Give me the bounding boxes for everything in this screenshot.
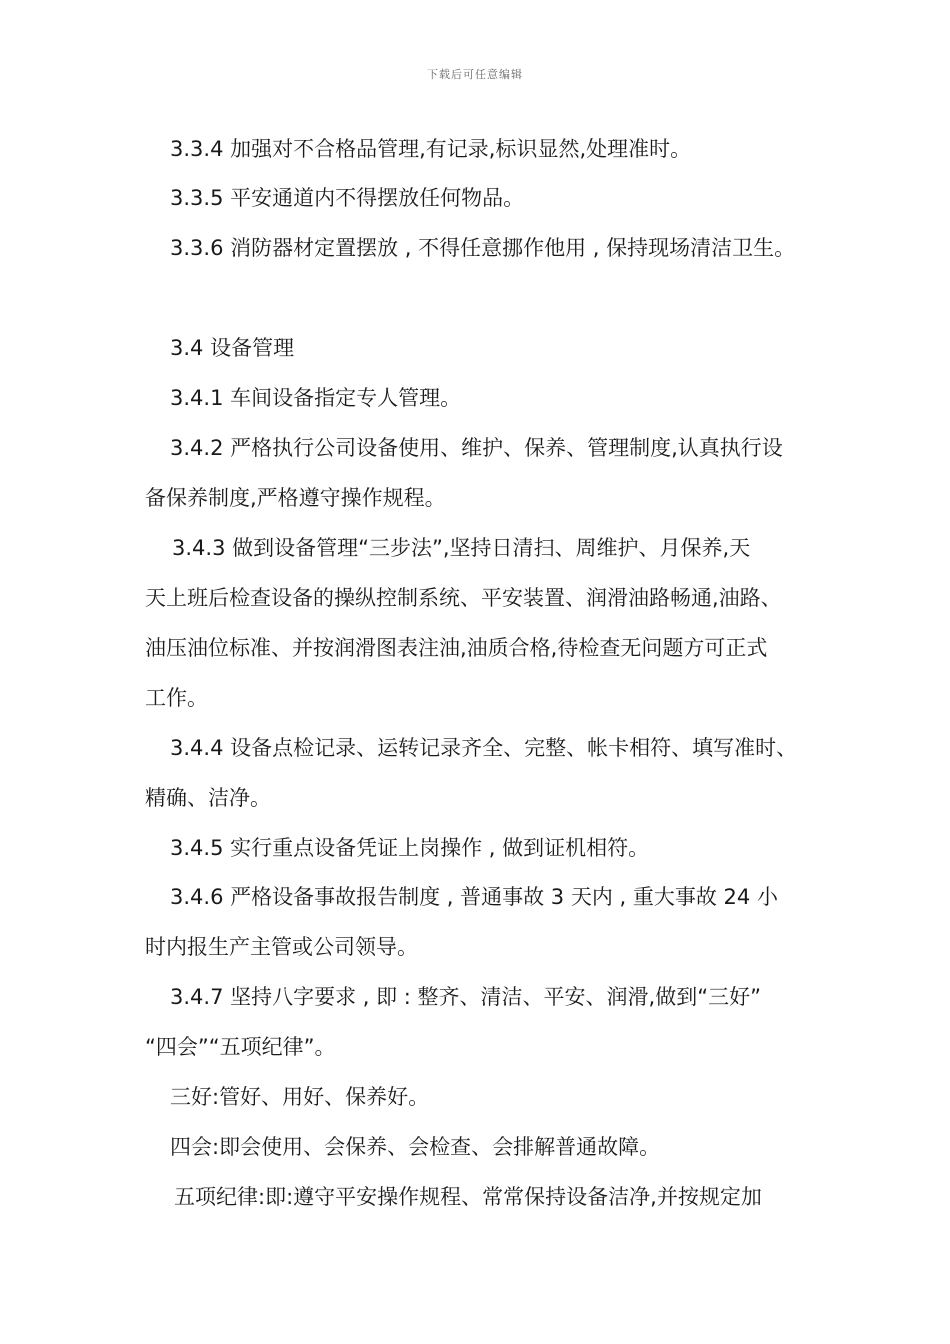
paragraph-3-4-3-line-4: 工作。 (145, 686, 208, 710)
paragraph-san-hao: 三好:管好、用好、保养好。 (170, 1085, 430, 1109)
paragraph-3-3-5: 3.3.5 平安通道内不得摆放任何物品。 (170, 186, 525, 210)
paragraph-3-4-4-line-2: 精确、洁净。 (145, 786, 271, 810)
paragraph-wu-xiang-ji-lv: 五项纪律:即:遵守平安操作规程、常常保持设备洁净,并按规定加 (174, 1185, 762, 1209)
paragraph-3-4-7-line-1: 3.4.7 坚持八字要求 , 即 : 整齐、清洁、平安、润滑,做到“三好” (170, 985, 761, 1009)
section-heading-3-4: 3.4 设备管理 (170, 336, 295, 360)
paragraph-3-4-3-line-2: 天上班后检查设备的操纵控制系统、平安装置、润滑油路畅通,油路、 (145, 586, 782, 610)
paragraph-3-4-4-line-1: 3.4.4 设备点检记录、运转记录齐全、完整、帐卡相符、填写准时、 (170, 736, 798, 760)
paragraph-3-3-4: 3.3.4 加强对不合格品管理,有记录,标识显然,处理准时。 (170, 137, 692, 161)
paragraph-3-4-6-line-1: 3.4.6 严格设备事故报告制度 , 普通事故 3 天内 , 重大事故 24 小 (170, 885, 778, 909)
paragraph-3-4-7-line-2: “四会”“五项纪律”。 (145, 1035, 336, 1059)
paragraph-3-4-2-line-2: 备保养制度,严格遵守操作规程。 (145, 486, 446, 510)
header-note: 下载后可任意编辑 (427, 68, 523, 81)
paragraph-3-4-1: 3.4.1 车间设备指定专人管理。 (170, 386, 462, 410)
paragraph-3-3-6: 3.3.6 消防器材定置摆放 , 不得任意挪作他用 , 保持现场清洁卫生。 (170, 236, 796, 260)
paragraph-3-4-2-line-1: 3.4.2 严格执行公司设备使用、维护、保养、管理制度,认真执行设 (170, 436, 783, 460)
paragraph-3-4-3-line-1: 3.4.3 做到设备管理“三步法”,坚持日清扫、周维护、月保养,天 (172, 536, 751, 560)
paragraph-3-4-6-line-2: 时内报生产主管或公司领导。 (145, 935, 418, 959)
paragraph-3-4-3-line-3: 油压油位标准、并按润滑图表注油,油质合格,待检查无问题方可正式 (145, 636, 768, 660)
paragraph-3-4-5: 3.4.5 实行重点设备凭证上岗操作 , 做到证机相符。 (170, 836, 650, 860)
paragraph-si-hui: 四会:即会使用、会保养、会检查、会排解普通故障。 (170, 1135, 661, 1159)
